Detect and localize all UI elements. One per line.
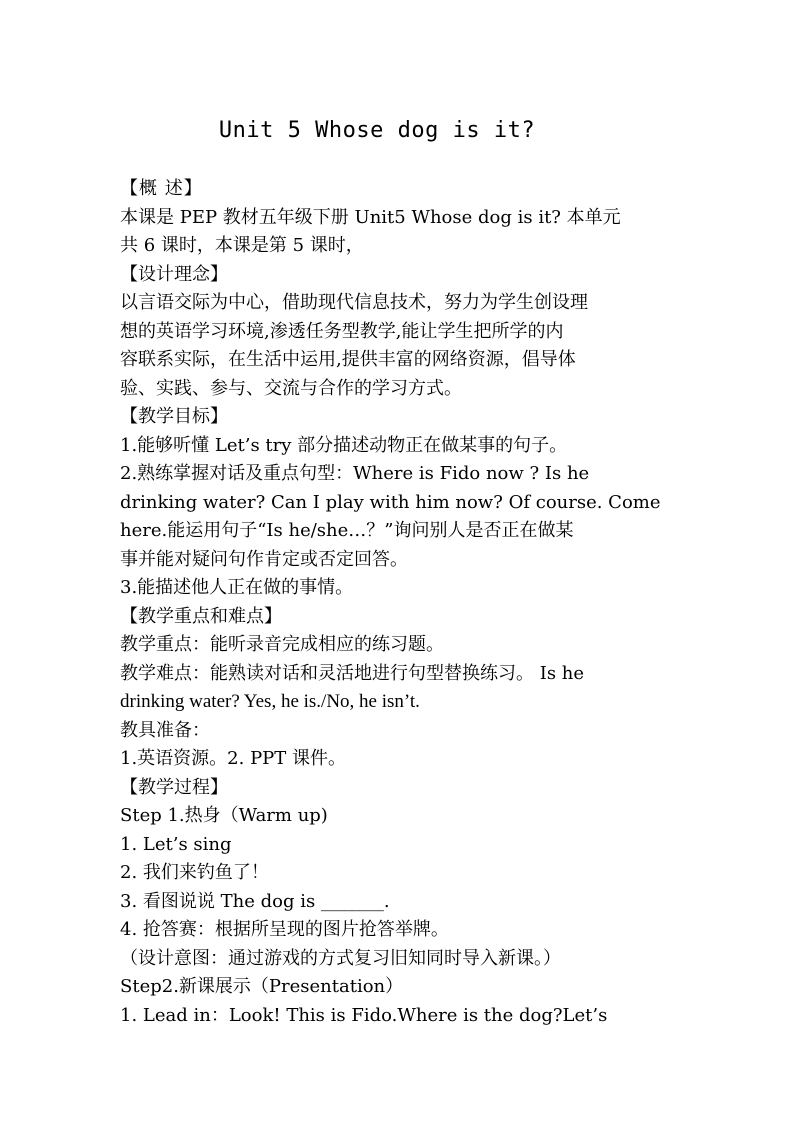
- goal-item: drinking water? Can I play with him now? Of course. Come: [120, 491, 661, 513]
- goal-item: 2.熟练掌握对话及重点句型：Where is Fido now ? Is he: [120, 463, 590, 484]
- process-heading: 【教学过程】: [120, 776, 228, 798]
- keypoint-item: 教学重点：能听录音完成相应的练习题。: [120, 634, 444, 655]
- difficulty-item: drinking water? Yes, he is./No, he isn’t.: [120, 691, 420, 712]
- overview-heading: 【概 述】: [120, 178, 203, 199]
- goals-heading: 【教学目标】: [120, 406, 228, 427]
- overview-text: 本课是 PEP 教材五年级下册 Unit5 Whose dog is it? 本单元: [120, 206, 621, 228]
- concept-text: 验、实践、参与、交流与合作的学习方式。: [120, 377, 462, 399]
- concept-text: 容联系实际，在生活中运用,提供丰富的网络资源，倡导体: [120, 349, 576, 370]
- step-heading: Step2.新课展示（Presentation）: [120, 976, 404, 997]
- concept-text: 以言语交际为中心，借助现代信息技术，努力为学生创设理: [120, 292, 588, 313]
- difficulty-item: 教学难点：能熟读对话和灵活地进行句型替换练习。 Is he: [120, 662, 585, 684]
- concept-text: 想的英语学习环境,渗透任务型教学,能让学生把所学的内: [120, 320, 564, 342]
- goal-item: 事并能对疑问句作肯定或否定回答。: [120, 548, 408, 570]
- goal-item: here.能运用句子“Is he/she…？”询问别人是否正在做某: [120, 520, 574, 541]
- step-item: 3. 看图说说 The dog is _______.: [120, 890, 390, 912]
- tools-text: 1.英语资源。2. PPT 课件。: [120, 748, 347, 769]
- document-title: Unit 5 Whose dog is it?: [218, 118, 536, 143]
- goal-item: 3.能描述他人正在做的事情。: [120, 577, 354, 598]
- overview-text: 共 6 课时，本课是第 5 课时，: [120, 235, 364, 256]
- step-item: 1. Lead in：Look! This is Fido.Where is the dog?Let’s: [120, 1004, 608, 1026]
- tools-heading: 教具准备：: [120, 719, 210, 741]
- document-body: [120, 175, 680, 1030]
- step-item: 4. 抢答赛：根据所呈现的图片抢答举牌。: [120, 919, 449, 940]
- keypoints-heading: 【教学重点和难点】: [120, 605, 282, 627]
- design-note: （设计意图：通过游戏的方式复习旧知同时导入新课。）: [120, 947, 561, 969]
- concept-heading: 【设计理念】: [120, 263, 228, 285]
- step-item: 1. Let’s sing: [120, 833, 232, 855]
- step-item: 2. 我们来钓鱼了！: [120, 862, 269, 883]
- goal-item: 1.能够听懂 Let’s try 部分描述动物正在做某事的句子。: [120, 434, 568, 456]
- step-heading: Step 1.热身（Warm up): [120, 805, 328, 826]
